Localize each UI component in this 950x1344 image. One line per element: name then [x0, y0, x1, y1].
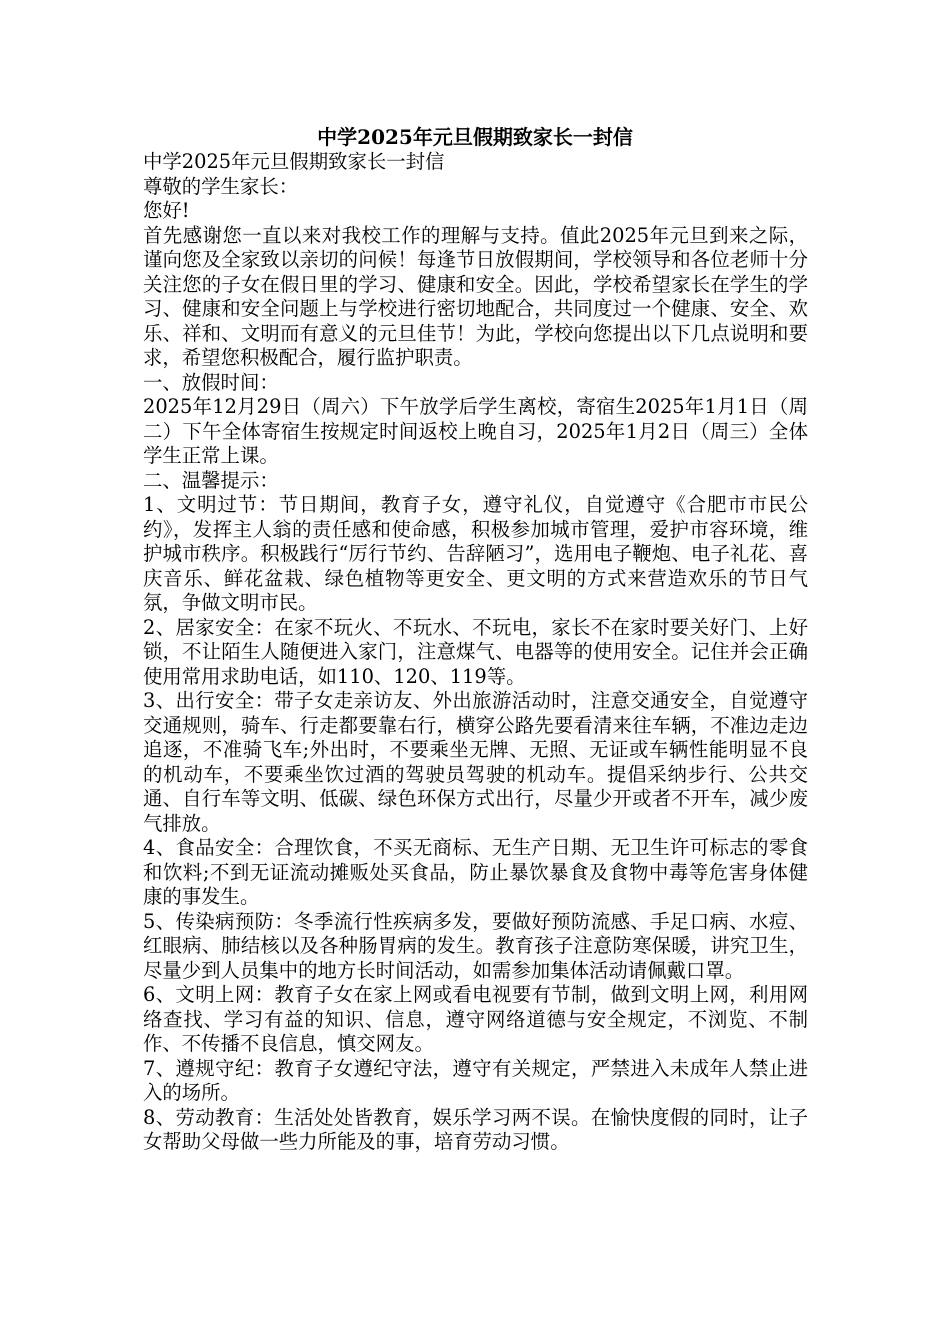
subtitle-line: 中学2025年元旦假期致家长一封信 — [143, 150, 445, 173]
tip-discipline: 7、遵规守纪：教育子女遵纪守法，遵守有关规定，严禁进入未成年人禁止进入的场所。 — [143, 1056, 808, 1104]
document-body — [143, 150, 808, 1155]
tip-travel-safety: 3、出行安全：带子女走亲访友、外出旅游活动时，注意交通安全，自觉遵守交通规则，骑车、行走都要靠右行，横穿公路先要看清来往车辆，不准边走边追逐，不准骑飞车;外出时，不要乘坐无牌、无照、无证或车辆性能明显不良的机动车，不要乘坐饮过酒的驾驶员驾驶的机动车。提倡采纳步行、公共交通、自行车等文明、低碳、绿色环保方式出行，尽量少开或者不开车，减少废气排放。 — [143, 689, 808, 835]
intro-paragraph: 首先感谢您一直以来对我校工作的理解与支持。值此2025年元旦到来之际，谨向您及全家致以亲切的问候！每逢节日放假期间，学校领导和各位老师十分关注您的子女在假日里的学习、健康和安全。因此，学校希望家长在学生的学习、健康和安全问题上与学校进行密切地配合，共同度过一个健康、安全、欢乐、祥和、文明而有意义的元旦佳节！为此，学校向您提出以下几点说明和要求，希望您积极配合，履行监护职责。 — [143, 223, 808, 369]
tip-home-safety: 2、居家安全：在家不玩火、不玩水、不玩电，家长不在家时要关好门、上好锁，不让陌生人随便进入家门，注意煤气、电器等的使用安全。记住并会正确使用常用求助电话，如110、120、119等。 — [143, 615, 808, 688]
holiday-time-paragraph: 2025年12月29日（周六）下午放学后学生离校，寄宿生2025年1月1日（周二）下午全体寄宿生按规定时间返校上晚自习，2025年1月2日（周三）全体学生正常上课。 — [143, 395, 808, 467]
document-title: 中学2025年元旦假期致家长一封信 — [317, 125, 633, 149]
tip-civilized-holiday: 1、文明过节：节日期间，教育子女，遵守礼仪，自觉遵守《合肥市市民公约》，发挥主人翁的责任感和使命感，积极参加城市管理，爱护市容环境，维护城市秩序。积极践行“厉行节约、告辞陋习”，选用电子鞭炮、电子礼花、喜庆音乐、鲜花盆栽、绿色植物等更安全、更文明的方式来营造欢乐的节日气氛，争做文明市民。 — [143, 493, 808, 614]
salutation: 尊敬的学生家长： — [143, 174, 299, 198]
section-heading-tips: 二、温馨提示： — [143, 468, 279, 492]
tip-internet-use: 6、文明上网：教育子女在家上网或看电视要有节制，做到文明上网，利用网络查找、学习有益的知识、信息，遵守网络道德与安全规定，不浏览、不制作、不传播不良信息，慎交网友。 — [143, 983, 808, 1055]
greeting: 您好! — [143, 199, 190, 222]
tip-food-safety: 4、食品安全：合理饮食，不买无商标、无生产日期、无卫生许可标志的零食和饮料;不到无证流动摊贩处买食品，防止暴饮暴食及食物中毒等危害身体健康的事发生。 — [143, 836, 808, 908]
section-heading-holiday-time: 一、放假时间： — [143, 370, 279, 394]
tip-disease-prevention: 5、传染病预防：冬季流行性疾病多发，要做好预防流感、手足口病、水痘、红眼病、肺结核以及各种肠胃病的发生。教育孩子注意防寒保暖，讲究卫生，尽量少到人员集中的地方长时间活动，如需参加集体活动请佩戴口罩。 — [143, 909, 808, 982]
tip-labor-education: 8、劳动教育：生活处处皆教育，娱乐学习两不误。在愉快度假的同时，让子女帮助父母做一些力所能及的事，培育劳动习惯。 — [143, 1105, 808, 1153]
